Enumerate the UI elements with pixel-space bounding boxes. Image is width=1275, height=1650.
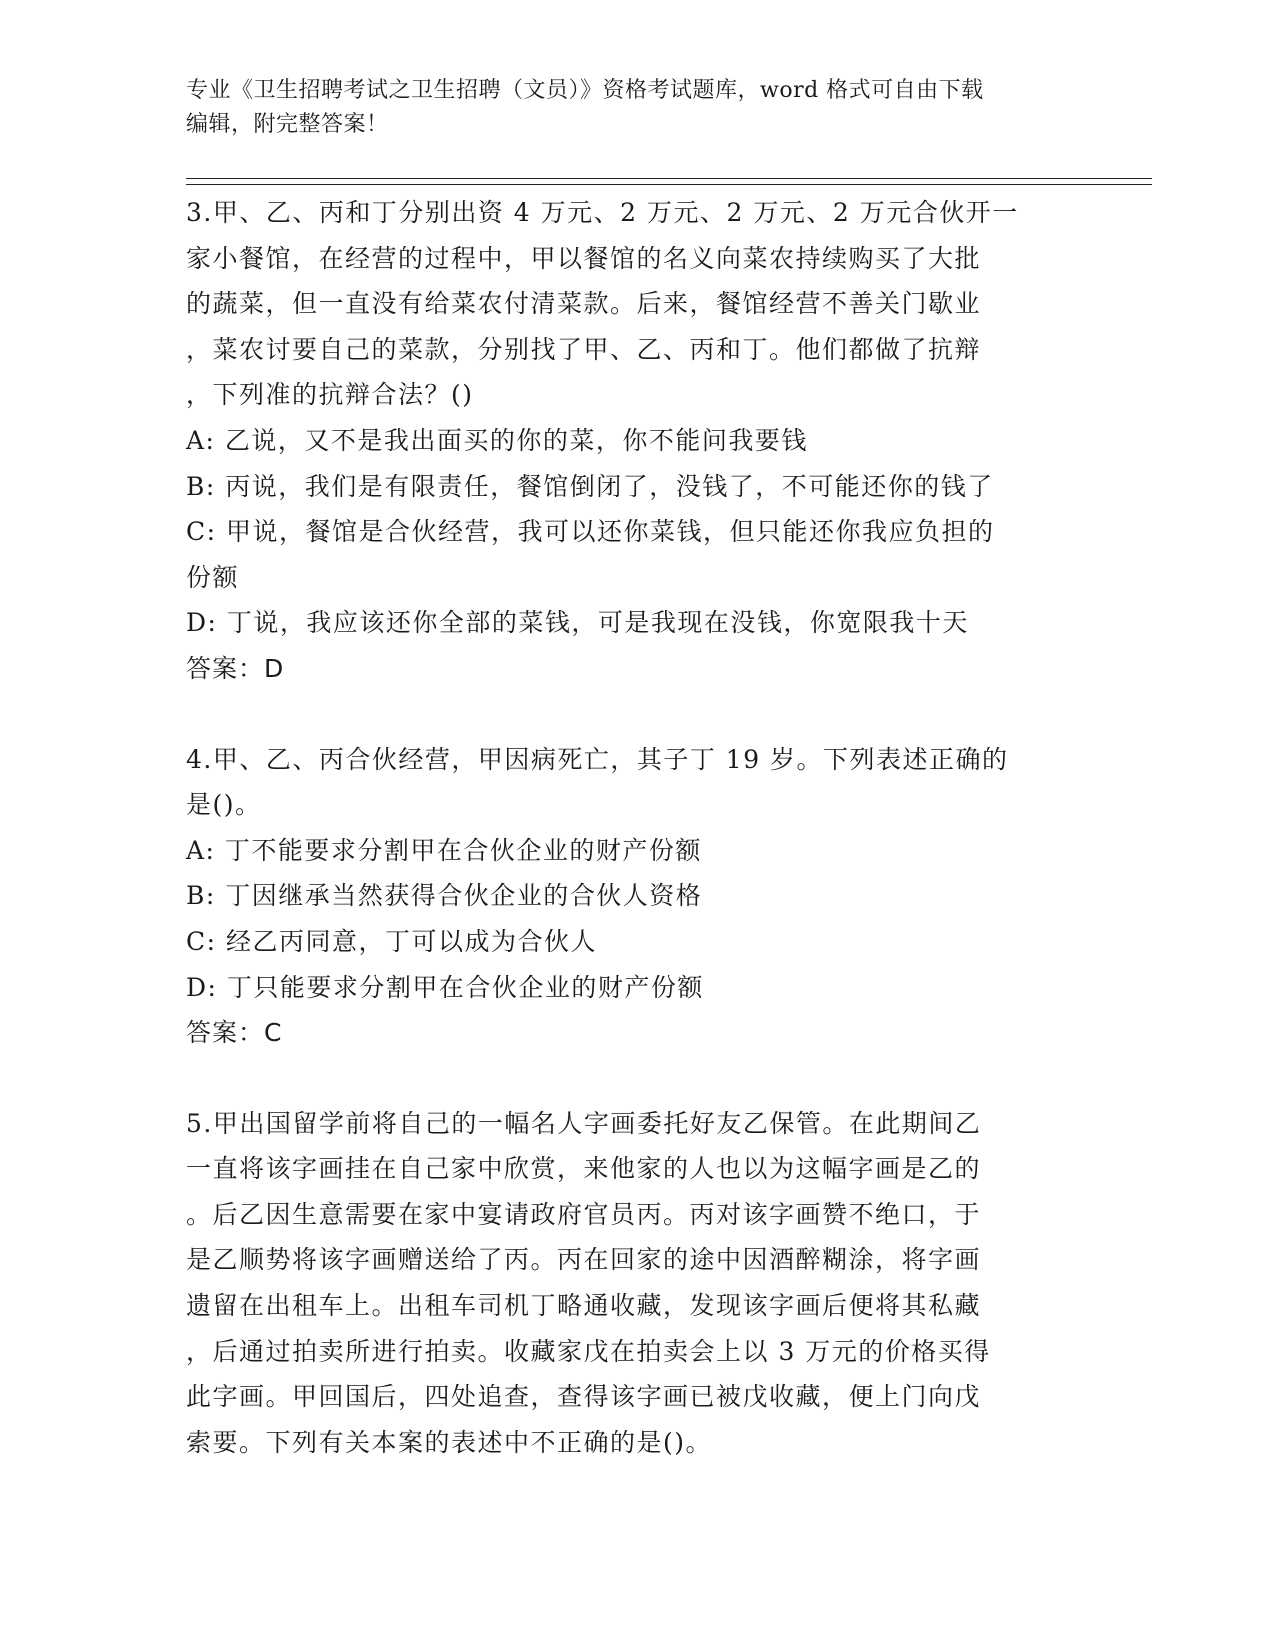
question-spacer (186, 692, 1066, 737)
question-stem-line: 是()。 (186, 790, 262, 820)
option-a: A: 乙说，又不是我出面买的你的菜，你不能问我要钱 (186, 425, 808, 455)
question-spacer (186, 1056, 1066, 1101)
answer-label: 答案：D (186, 653, 285, 683)
question-list (186, 190, 1066, 1465)
option-d: D: 丁只能要求分割甲在合伙企业的财产份额 (186, 972, 704, 1002)
question-stem-line: 家小餐馆，在经营的过程中，甲以餐馆的名义向菜农持续购买了大批 (186, 243, 982, 273)
question-5 (186, 1101, 1066, 1466)
question-stem-line: 索要。下列有关本案的表述中不正确的是()。 (186, 1427, 713, 1457)
option-d: D: 丁说，我应该还你全部的菜钱，可是我现在没钱，你宽限我十天 (186, 608, 969, 638)
option-b: B: 丁因继承当然获得合伙企业的合伙人资格 (186, 881, 703, 911)
option-b: B: 丙说，我们是有限责任，餐馆倒闭了，没钱了，不可能还你的钱了 (186, 471, 994, 501)
question-stem-line: 5.甲出国留学前将自己的一幅名人字画委托好友乙保管。在此期间乙 (186, 1108, 982, 1138)
question-stem-line: 一直将该字画挂在自己家中欣赏，来他家的人也以为这幅字画是乙的 (186, 1154, 982, 1184)
option-c: C: 甲说，餐馆是合伙经营，我可以还你菜钱，但只能还你我应负担的 (186, 517, 995, 547)
page-header (186, 74, 1066, 142)
header-divider-bottom (186, 184, 1152, 185)
option-c: C: 经乙丙同意，丁可以成为合伙人 (186, 926, 597, 956)
answer-label: 答案：C (186, 1018, 283, 1048)
question-stem-line: ，后通过拍卖所进行拍卖。收藏家戊在拍卖会上以 3 万元的价格买得 (186, 1336, 991, 1366)
question-stem-line: 是乙顺势将该字画赠送给了丙。丙在回家的途中因酒醉糊涂，将字画 (186, 1245, 982, 1275)
question-stem-line: 。后乙因生意需要在家中宴请政府官员丙。丙对该字画赞不绝口，于 (186, 1199, 982, 1229)
question-stem-line: 的蔬菜，但一直没有给菜农付清菜款。后来，餐馆经营不善关门歇业 (186, 289, 982, 319)
question-stem-line: ，下列准的抗辩合法？() (186, 380, 474, 410)
option-a: A: 丁不能要求分割甲在合伙企业的财产份额 (186, 835, 702, 865)
header-line-2: 编辑，附完整答案！ (186, 112, 389, 137)
question-stem-line: 遗留在出租车上。出租车司机丁略通收藏，发现该字画后便将其私藏 (186, 1291, 982, 1321)
question-3 (186, 190, 1066, 692)
option-c-continued: 份额 (186, 562, 240, 592)
header-divider-top (186, 178, 1152, 179)
question-4 (186, 737, 1066, 1056)
question-stem-line: 3.甲、乙、丙和丁分别出资 4 万元、2 万元、2 万元、2 万元合伙开一 (186, 198, 1019, 227)
question-stem-line: 4.甲、乙、丙合伙经营，甲因病死亡，其子丁 19 岁。下列表述正确的 (186, 744, 1009, 774)
question-stem-line: ，菜农讨要自己的菜款，分别找了甲、乙、丙和丁。他们都做了抗辩 (186, 334, 982, 364)
question-stem-line: 此字画。甲回国后，四处追查，查得该字画已被戊收藏，便上门向戊 (186, 1382, 982, 1412)
header-line-1: 专业《卫生招聘考试之卫生招聘（文员）》资格考试题库，word 格式可自由下载 (186, 78, 984, 103)
